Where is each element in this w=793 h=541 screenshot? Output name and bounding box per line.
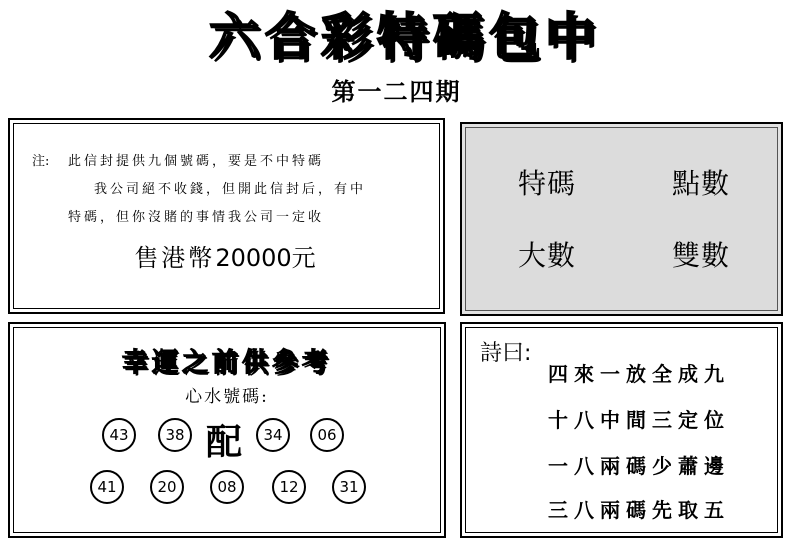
lucky-numbers-box — [8, 322, 446, 538]
poem-label: 詩曰: — [480, 341, 532, 366]
notice-label: 注: — [32, 154, 50, 169]
lucky-number-ball: 06 — [310, 418, 344, 452]
lucky-number-ball: 38 — [158, 418, 192, 452]
lucky-number-ball: 43 — [102, 418, 136, 452]
feature-even-number: 雙數 — [672, 239, 731, 272]
lucky-number-ball: 12 — [272, 470, 306, 504]
features-box — [460, 122, 783, 316]
price-suffix: 元 — [291, 244, 319, 272]
notice-line-3: 特碼，但你沒賭的事情我公司一定收 — [68, 210, 325, 225]
price-prefix: 售港幣 — [134, 244, 216, 272]
issue-number: 第一二四期 — [331, 78, 462, 106]
poem-box — [460, 322, 783, 538]
features-inner-border — [465, 127, 778, 311]
poem-line-4: 三八兩碼先取五 — [548, 498, 730, 522]
lucky-number-ball: 20 — [150, 470, 184, 504]
poem-line-3: 一八兩碼少蕭邊 — [548, 454, 730, 478]
poem-line-2: 十八中間三定位 — [548, 408, 730, 432]
lucky-title: 幸運之前供參考 — [121, 348, 332, 378]
notice-line-1: 此信封提供九個號碼，要是不中特碼 — [68, 154, 325, 169]
lucky-number-ball: 41 — [90, 470, 124, 504]
notice-box — [8, 118, 445, 314]
feature-special-number: 特碼 — [518, 167, 577, 200]
feature-big-number: 大數 — [518, 239, 577, 272]
page-title: 六合彩特碼包中 — [209, 7, 601, 66]
poem-line-1: 四來一放全成九 — [548, 362, 730, 386]
lucky-number-ball: 34 — [256, 418, 290, 452]
notice-line-2: 我公司絕不收錢，但開此信封后，有中 — [94, 182, 367, 197]
pair-label: 配 — [206, 421, 243, 463]
lucky-subtitle: 心水號碼: — [185, 387, 269, 407]
lucky-number-ball: 08 — [210, 470, 244, 504]
price-text — [10, 238, 443, 273]
lucky-number-ball: 31 — [332, 470, 366, 504]
feature-points: 點數 — [672, 167, 731, 200]
price-amount: 20000 — [215, 244, 292, 272]
